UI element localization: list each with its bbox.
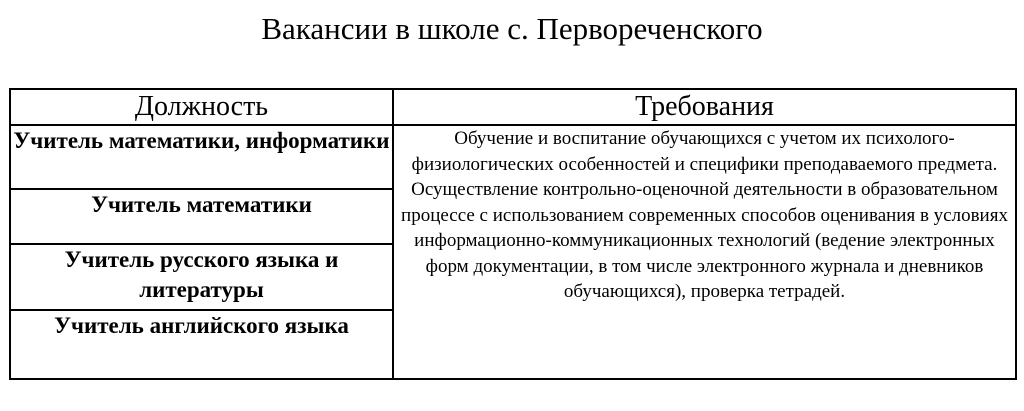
position-cell: Учитель русского языка и литературы [10, 244, 393, 310]
requirements-cell: Обучение и воспитание обучающихся с учетом их психолого-физиологических особенностей и специфики преподаваемого предмета. Осуществление контрольно-оценочной деятельности в образовательном процессе с использованием современных способов оценивания в условиях информационно-коммуникационных технологий (ведение электронных форм документации, в том числе электронного журнала и дневников обучающихся), проверка тетрадей. [393, 125, 1016, 379]
page-title: Вакансии в школе с. Первореченского [261, 11, 763, 46]
vacancies-table [9, 88, 1017, 380]
column-header-position: Должность [10, 89, 393, 125]
position-cell: Учитель математики, информатики [10, 125, 393, 189]
position-cell: Учитель английского языка [10, 310, 393, 379]
table-row [10, 125, 1016, 189]
table-header-row [10, 89, 1016, 125]
column-header-requirements: Требования [393, 89, 1016, 125]
position-cell: Учитель математики [10, 189, 393, 244]
